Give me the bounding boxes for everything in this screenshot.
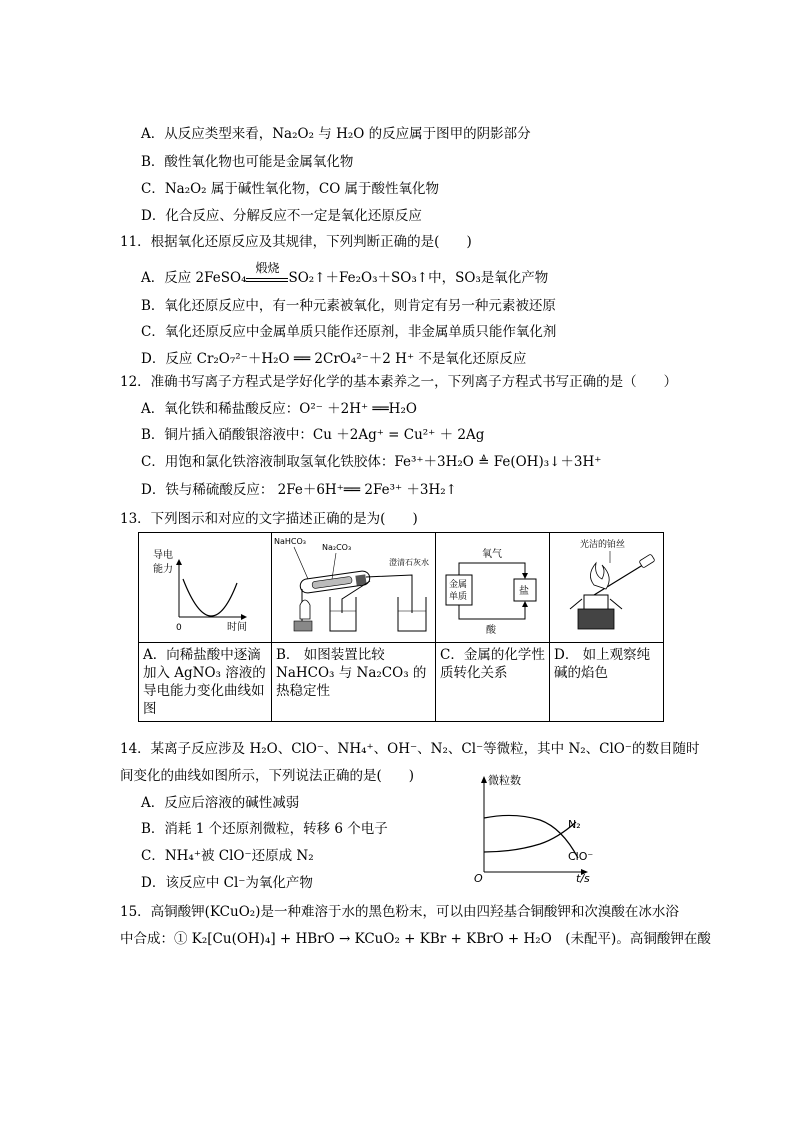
- q11-option-d: D．反应 Cr₂O₇²⁻＋H₂O ══ 2CrO₄²⁻＋2 H⁺ 不是氧化还原反应: [141, 351, 527, 367]
- q12-option-d: D．铁与稀硫酸反应： 2Fe＋6H⁺══ 2Fe³⁺ ＋3H₂↑: [141, 482, 457, 498]
- q15-line1: 15．高铜酸钾(KCuO₂)是一种难溶于水的黑色粉末，可以由四羟基合铜酸钾和次溴酸在冰水浴: [120, 904, 679, 920]
- q14-option-d: D．该反应中 Cl⁻为氧化产物: [141, 875, 313, 891]
- q13-figure-a: [139, 533, 272, 643]
- label-limewater: 澄清石灰水: [389, 558, 429, 567]
- box-metal-2: 单质: [449, 592, 468, 602]
- chart-y-label: 微粒数: [488, 774, 521, 787]
- q13-figure-d: [550, 533, 664, 643]
- graph-origin: 0: [176, 623, 182, 633]
- q10-option-b: B．酸性氧化物也可能是金属氧化物: [141, 154, 354, 170]
- q11-option-a: [141, 261, 549, 287]
- q14-option-c: C．NH₄⁺被 ClO⁻还原成 N₂: [141, 848, 314, 864]
- box-metal-1: 金属: [449, 580, 468, 590]
- q13-figure-c: [436, 533, 550, 643]
- q12-option-a: A．氧化铁和稀盐酸反应：O²⁻ ＋2H⁺ ══H₂O: [141, 401, 417, 417]
- calcination-label: 煅烧: [255, 261, 280, 275]
- chart-x-label: t/s: [576, 872, 590, 884]
- chart-origin: O: [474, 872, 483, 884]
- q15-line2: 中合成：① K₂[Cu(OH)₄] + HBrO → KCuO₂ + KBr + KBrO + H₂O (未配平)。高铜酸钾在酸: [120, 931, 711, 947]
- q14-option-b: B．消耗 1 个还原剂微粒，转移 6 个电子: [141, 821, 388, 837]
- q13-caption-a: A．向稀盐酸中逐滴加入 AgNO₃ 溶液的导电能力变化曲线如图: [139, 643, 272, 722]
- n2-curve: [484, 822, 576, 852]
- metal-relation-diagram: [436, 533, 549, 637]
- q12-stem: 12．准确书写离子方程式是学好化学的基本素养之一，下列离子方程式书写正确的是（ ）: [120, 374, 678, 390]
- flame-test-apparatus: [550, 533, 663, 637]
- q13-stem: 13．下列图示和对应的文字描述正确的是为( ): [120, 511, 418, 527]
- label-platinum-wire: 光洁的铂丝: [580, 540, 626, 550]
- q13-options-table: [138, 532, 664, 722]
- q13-caption-d: D． 如上观察纯碱的焰色: [550, 643, 664, 722]
- conductivity-graph: [139, 533, 271, 637]
- label-na2co3: Na₂CO₃: [322, 543, 352, 552]
- q11-option-c: C．氧化还原反应中金属单质只能作还原剂，非金属单质只能作氧化剂: [141, 324, 557, 340]
- q13-figure-b: [272, 533, 436, 643]
- q10-option-d: D．化合反应、分解反应不一定是氧化还原反应: [141, 208, 422, 224]
- q10-option-a: A．从反应类型来看，Na₂O₂ 与 H₂O 的反应属于图甲的阴影部分: [141, 126, 531, 142]
- graph-y-label-2: 能力: [153, 564, 173, 575]
- q14-stem-line1: 14．某离子反应涉及 H₂O、ClO⁻、NH₄⁺、OH⁻、N₂、Cl⁻等微粒，其中 N₂、ClO⁻的数目随时: [120, 741, 700, 757]
- calcination-condition: [246, 261, 288, 282]
- label-oxygen: 氧气: [482, 549, 502, 560]
- box-salt: 盐: [519, 586, 529, 597]
- particle-count-chart: [470, 770, 600, 884]
- q11-stem: 11．根据氧化还原反应及其规律，下列判断正确的是( ): [120, 234, 472, 250]
- q12-option-c: C．用饱和氯化铁溶液制取氢氧化铁胶体：Fe³⁺＋3H₂O ≜ Fe(OH)₃↓＋3H⁺: [141, 454, 602, 470]
- q11-option-a-pre: A．反应 2FeSO₄: [141, 270, 247, 286]
- heating-apparatus: [272, 533, 435, 637]
- chart-label-n2: N₂: [568, 818, 581, 831]
- q14-option-a: A．反应后溶液的碱性减弱: [141, 795, 300, 811]
- q13-caption-b: B． 如图装置比较 NaHCO₃ 与 Na₂CO₃ 的热稳定性: [272, 643, 436, 722]
- q13-caption-c: C．金属的化学性质转化关系: [436, 643, 550, 722]
- q14-stem-line2: 间变化的曲线如图所示，下列说法正确的是( ): [120, 768, 415, 784]
- label-acid: 酸: [486, 625, 496, 636]
- q11-option-b: B．氧化还原反应中，有一种元素被氧化，则肯定有另一种元素被还原: [141, 298, 556, 314]
- graph-y-label-1: 导电: [153, 550, 173, 561]
- chart-label-clo: ClO⁻: [568, 850, 594, 863]
- q11-option-a-post: SO₂↑＋Fe₂O₃＋SO₃↑中，SO₃是氧化产物: [288, 270, 549, 286]
- graph-x-label: 时间: [227, 622, 247, 633]
- q12-option-b: B．铜片插入硝酸银溶液中：Cu ＋2Ag⁺ = Cu²⁺ ＋ 2Ag: [141, 427, 485, 443]
- q10-option-c: C．Na₂O₂ 属于碱性氧化物，CO 属于酸性氧化物: [141, 181, 440, 197]
- label-nahco3: NaHCO₃: [274, 537, 306, 546]
